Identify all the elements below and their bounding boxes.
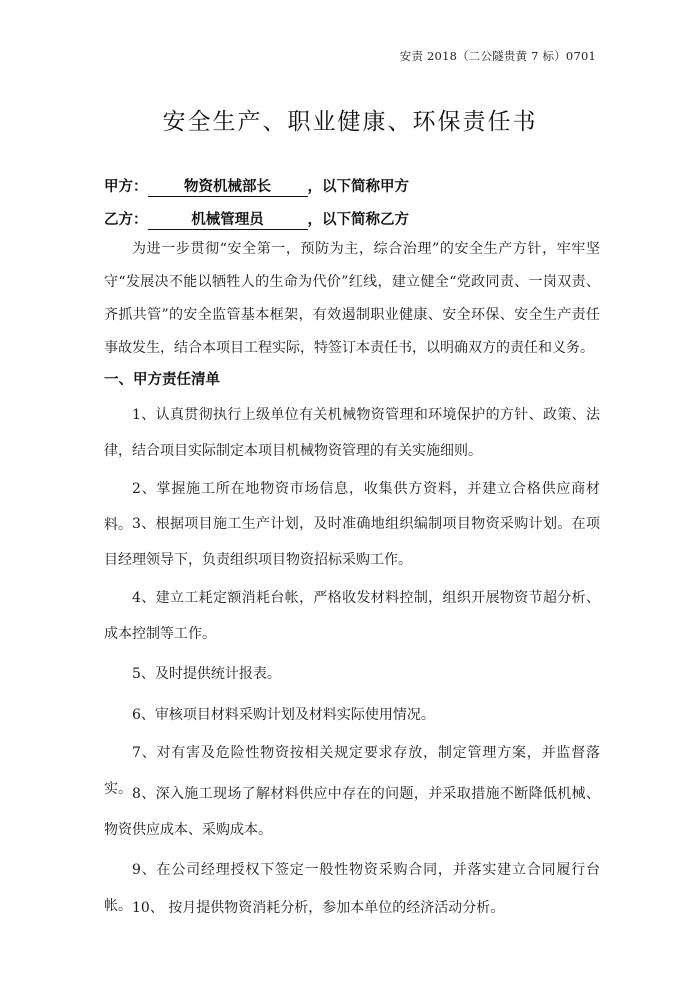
list-item: 7、对有害及危险性物资按相关规定要求存放，制定管理方案，并监督落实。: [104, 745, 600, 797]
list-item: 3、根据项目施工生产计划，及时准确地组织编制项目物资采购计划。在项目经理领导下，负责组织项目物资招标采购工作。: [104, 516, 600, 568]
list-item: 5、及时提供统计报表。: [132, 666, 281, 682]
party-a-label: 甲方：: [104, 178, 148, 195]
party-a-name: 物资机械部长: [148, 178, 308, 197]
list-item: 9、在公司经理授权下签定一般性物资采购合同，并落实建立合同履行台帐。: [104, 862, 600, 914]
list-item: 8、深入施工现场了解材料供应中存在的问题，并采取措施不断降低机械、物资供应成本、采购成本。: [104, 786, 600, 838]
party-a-suffix: ，以下简称甲方: [307, 178, 409, 195]
party-b-name: 机械管理员: [148, 211, 308, 230]
list-item: 4、建立工耗定额消耗台帐，严格收发材料控制，组织开展物资节超分析、成本控制等工作。: [104, 590, 600, 642]
list-item: 10、 按月提供物资消耗分析，参加本单位的经济活动分析。: [132, 900, 505, 916]
list-item: 6、审核项目材料采购计划及材料实际使用情况。: [132, 707, 435, 723]
party-a-line: [104, 175, 409, 197]
document-title: 安全生产、职业健康、环保责任书: [162, 109, 538, 135]
document-code: 安责 2018（二公隧贵黄 7 标）0701: [399, 49, 596, 63]
list-item: 2、掌握施工所在地物资市场信息，收集供方资料，并建立合格供应商材料。: [104, 481, 600, 533]
party-b-line: [104, 208, 409, 230]
intro-paragraph: 为进一步贯彻“安全第一，预防为主，综合治理”的安全生产方针，牢牢坚守“发展决不能以牺牲人的生命为代价”红线，建立健全“党政同责、一岗双责、齐抓共管”的安全监管基本框架，有效遏制职业健康、安全环保、安全生产责任事故发生，结合本项目工程实际，特签订本责任书，以明确双方的责任和义务。: [104, 241, 600, 356]
party-b-suffix: ，以下简称乙方: [307, 211, 409, 228]
list-item: 1、认真贯彻执行上级单位有关机械物资管理和环境保护的方针、政策、法律，结合项目实际制定本项目机械物资管理的有关实施细则。: [104, 407, 600, 459]
section-heading: 一、甲方责任清单: [104, 371, 220, 388]
party-b-label: 乙方：: [104, 211, 148, 228]
